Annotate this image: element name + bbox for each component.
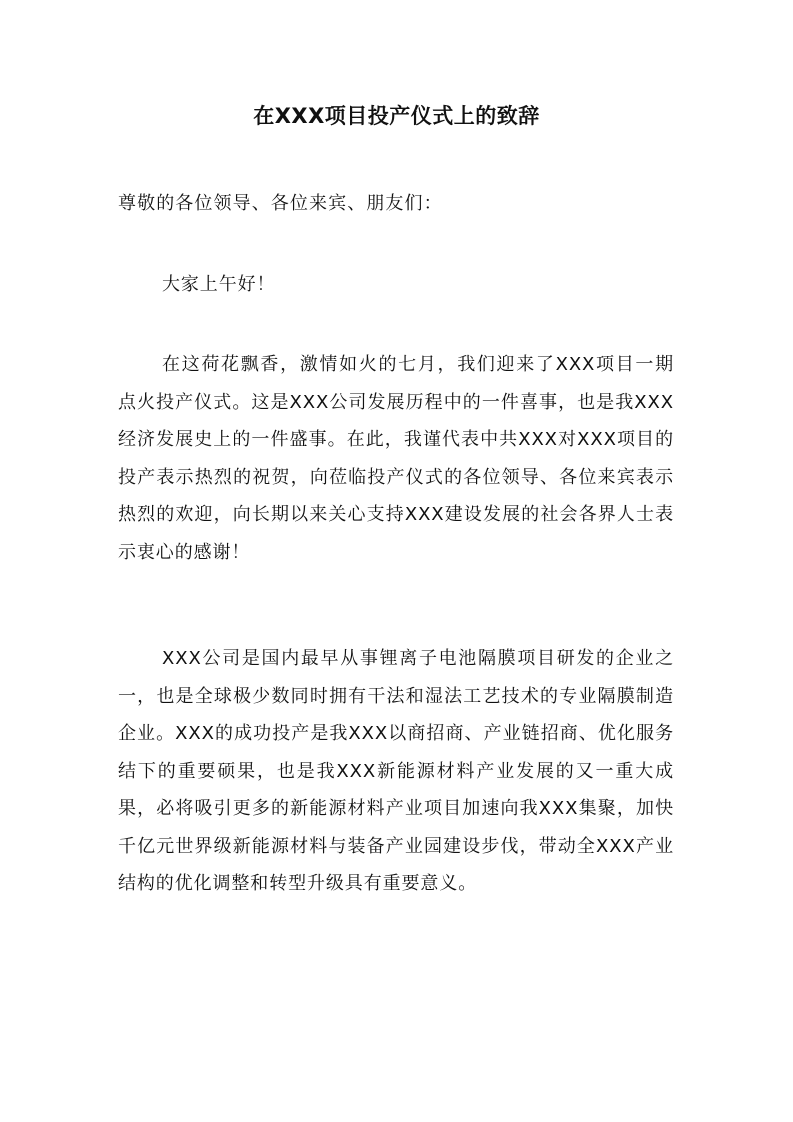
body-paragraph-1: 在这荷花飘香，激情如火的七月，我们迎来了XXX项目一期点火投产仪式。这是XXX公司发展历程中的一件喜事，也是我XXX经济发展史上的一件盛事。在此，我谨代表中共XXX对XXX项目的投产表示热烈的祝贺，向莅临投产仪式的各位领导、各位来宾表示热烈的欢迎，向长期以来关心支持XXX建设发展的社会各界人士表示衷心的感谢！ [118, 354, 674, 563]
greeting-paragraph: 大家上午好！ [162, 274, 276, 295]
salutation-line: 尊敬的各位领导、各位来宾、朋友们： [118, 193, 443, 214]
body-paragraph-2: XXX公司是国内最早从事锂离子电池隔膜项目研发的企业之一，也是全球极少数同时拥有干法和湿法工艺技术的专业隔膜制造企业。XXX的成功投产是我XXX以商招商、产业链招商、优化服务结下的重要硕果，也是我XXX新能源材料产业发展的又一重大成果，必将吸引更多的新能源材料产业项目加速向我XXX集聚，加快千亿元世界级新能源材料与装备产业园建设步伐，带动全XXX产业结构的优化调整和转型升级具有重要意义。 [118, 648, 674, 894]
document-title: 在XXX项目投产仪式上的致辞 [253, 104, 540, 128]
